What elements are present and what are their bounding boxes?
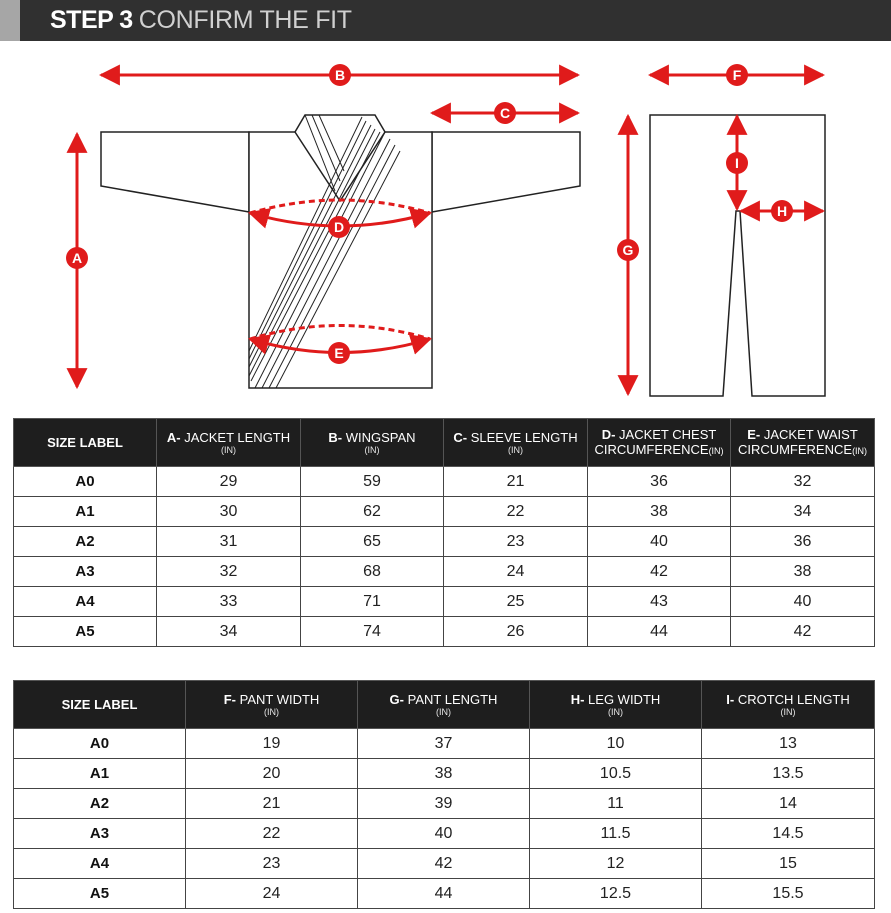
size-label-cell: A0: [14, 729, 186, 759]
header-title: [50, 4, 352, 37]
wingspan-cell: 59: [301, 467, 444, 497]
table-row: [14, 557, 875, 587]
jacket-length-cell: 33: [157, 587, 301, 617]
wingspan-cell: 65: [301, 527, 444, 557]
wingspan-cell: 74: [301, 617, 444, 647]
pant-length-header: G- PANT LENGTH (IN): [358, 681, 530, 729]
crotch-length-cell: 15: [702, 849, 875, 879]
size-label-header: SIZE LABEL: [14, 419, 157, 467]
size-label-cell: A2: [14, 789, 186, 819]
crotch-length-cell: 15.5: [702, 879, 875, 909]
jacket-waist-cell: 36: [731, 527, 875, 557]
jacket-waist-cell: 42: [731, 617, 875, 647]
jacket-table-header: [14, 419, 875, 467]
jacket-chest-cell: 43: [588, 587, 731, 617]
marker-h: [771, 200, 793, 222]
size-label-cell: A5: [14, 879, 186, 909]
wingspan-cell: 68: [301, 557, 444, 587]
leg-width-cell: 11.5: [530, 819, 702, 849]
jacket-waist-cell: 32: [731, 467, 875, 497]
jacket-left-sleeve: [101, 132, 249, 212]
pant-width-cell: 21: [186, 789, 358, 819]
size-label-cell: A4: [14, 587, 157, 617]
svg-text:H: H: [776, 203, 788, 219]
leg-width-cell: 12.5: [530, 879, 702, 909]
wingspan-cell: 62: [301, 497, 444, 527]
svg-text:E: E: [334, 345, 344, 361]
pant-length-cell: 44: [358, 879, 530, 909]
wingspan-cell: 71: [301, 587, 444, 617]
jacket-chest-cell: 40: [588, 527, 731, 557]
table-row: [14, 729, 875, 759]
table-row: [14, 819, 875, 849]
marker-g: [617, 239, 639, 261]
svg-text:F: F: [732, 67, 742, 83]
size-label-cell: A0: [14, 467, 157, 497]
jacket-length-cell: 30: [157, 497, 301, 527]
marker-d: [328, 216, 350, 238]
pant-length-cell: 38: [358, 759, 530, 789]
jacket-length-cell: 29: [157, 467, 301, 497]
table-row: [14, 789, 875, 819]
wingspan-header: B- WINGSPAN (IN): [301, 419, 444, 467]
jacket-chest-cell: 38: [588, 497, 731, 527]
svg-text:A: A: [71, 250, 83, 266]
pants-table-header: [14, 681, 875, 729]
leg-width-cell: 12: [530, 849, 702, 879]
table-row: [14, 527, 875, 557]
jacket-waist-cell: 34: [731, 497, 875, 527]
jacket-chest-cell: 42: [588, 557, 731, 587]
leg-width-cell: 10: [530, 729, 702, 759]
jacket-length-cell: 32: [157, 557, 301, 587]
marker-i: [726, 152, 748, 174]
jacket-chest-cell: 44: [588, 617, 731, 647]
jacket-waist-cell: 40: [731, 587, 875, 617]
jacket-chest-header: D- JACKET CHEST CIRCUMFERENCE(IN): [588, 419, 731, 467]
size-label-cell: A2: [14, 527, 157, 557]
crotch-length-header: I- CROTCH LENGTH (IN): [702, 681, 875, 729]
svg-text:G: G: [622, 242, 634, 258]
marker-c: [494, 102, 516, 124]
table-row: [14, 587, 875, 617]
jacket-right-sleeve: [432, 132, 580, 212]
crotch-length-cell: 14: [702, 789, 875, 819]
svg-text:C: C: [499, 105, 511, 121]
leg-width-cell: 10.5: [530, 759, 702, 789]
jacket-waist-cell: 38: [731, 557, 875, 587]
svg-text:B: B: [334, 67, 346, 83]
size-label-cell: A3: [14, 819, 186, 849]
size-label-cell: A1: [14, 497, 157, 527]
step-number: STEP 3: [50, 6, 133, 34]
size-label-cell: A5: [14, 617, 157, 647]
table-row: [14, 617, 875, 647]
pant-width-cell: 19: [186, 729, 358, 759]
leg-width-cell: 11: [530, 789, 702, 819]
sleeve-length-header: C- SLEEVE LENGTH (IN): [444, 419, 588, 467]
sleeve-length-cell: 23: [444, 527, 588, 557]
size-label-header: SIZE LABEL: [14, 681, 186, 729]
table-row: [14, 759, 875, 789]
table-row: [14, 849, 875, 879]
marker-f: [726, 64, 748, 86]
sleeve-length-cell: 25: [444, 587, 588, 617]
table-row: [14, 497, 875, 527]
sleeve-length-cell: 26: [444, 617, 588, 647]
sleeve-length-cell: 22: [444, 497, 588, 527]
pant-length-cell: 40: [358, 819, 530, 849]
pant-width-header: F- PANT WIDTH (IN): [186, 681, 358, 729]
crotch-length-cell: 13.5: [702, 759, 875, 789]
pant-length-cell: 42: [358, 849, 530, 879]
jacket-length-cell: 34: [157, 617, 301, 647]
pants-size-table: [13, 680, 875, 909]
jacket-waist-header: E- JACKET WAIST CIRCUMFERENCE(IN): [731, 419, 875, 467]
jacket-length-cell: 31: [157, 527, 301, 557]
crotch-length-cell: 13: [702, 729, 875, 759]
jacket-size-table: [13, 418, 875, 647]
header-accent-bar: [0, 0, 20, 41]
jacket-chest-cell: 36: [588, 467, 731, 497]
size-label-cell: A3: [14, 557, 157, 587]
table-row: [14, 879, 875, 909]
leg-width-header: H- LEG WIDTH (IN): [530, 681, 702, 729]
step-header: [0, 0, 891, 41]
pant-length-cell: 37: [358, 729, 530, 759]
marker-a: [66, 247, 88, 269]
step-title: CONFIRM THE FIT: [138, 6, 352, 34]
size-label-cell: A4: [14, 849, 186, 879]
pant-length-cell: 39: [358, 789, 530, 819]
marker-b: [329, 64, 351, 86]
pant-width-cell: 24: [186, 879, 358, 909]
table-row: [14, 467, 875, 497]
size-label-cell: A1: [14, 759, 186, 789]
pant-width-cell: 22: [186, 819, 358, 849]
sleeve-length-cell: 21: [444, 467, 588, 497]
svg-text:D: D: [333, 219, 345, 235]
sleeve-length-cell: 24: [444, 557, 588, 587]
pant-width-cell: 20: [186, 759, 358, 789]
jacket-length-header: A- JACKET LENGTH (IN): [157, 419, 301, 467]
svg-text:I: I: [735, 155, 739, 171]
crotch-length-cell: 14.5: [702, 819, 875, 849]
measurement-diagram: [0, 41, 891, 416]
pant-width-cell: 23: [186, 849, 358, 879]
marker-e: [328, 342, 350, 364]
